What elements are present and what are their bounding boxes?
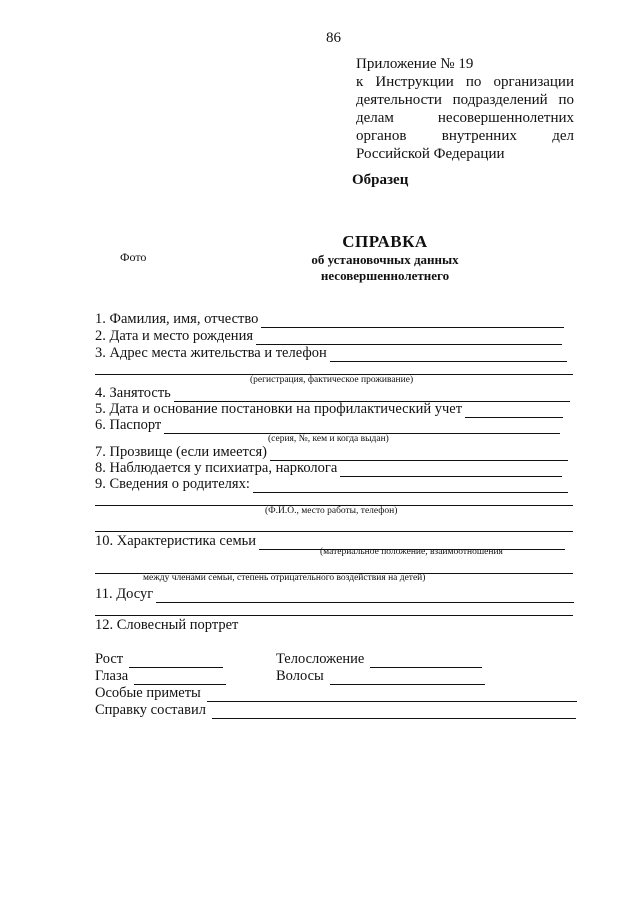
field-verbal-portrait: 12. Словесный портрет: [95, 617, 239, 633]
appendix-line: Приложение № 19: [356, 56, 474, 72]
appendix-line: органов внутренних дел: [356, 128, 574, 144]
field-registration: 5. Дата и основание постановки на профилактический учет: [95, 401, 563, 418]
address-line[interactable]: [330, 349, 567, 362]
field-family: 10. Характеристика семьи: [95, 533, 565, 550]
field-eyes: Глаза: [95, 668, 226, 685]
appendix-line: к Инструкции по организации: [356, 74, 574, 90]
appendix-line: деятельности подразделений по: [356, 92, 574, 108]
title-line: несовершеннолетнего: [320, 268, 450, 283]
field-nickname: 7. Прозвище (если имеется): [95, 444, 568, 461]
page-number: 86: [326, 30, 341, 46]
field-address: 3. Адрес места жительства и телефон: [95, 345, 567, 362]
field-leisure: 11. Досуг: [95, 586, 574, 603]
field-passport: 6. Паспорт: [95, 417, 560, 434]
leisure-line-2[interactable]: [95, 615, 573, 616]
field-marks: Особые приметы: [95, 685, 577, 702]
appendix-note: [356, 55, 574, 163]
full-name-line[interactable]: [261, 315, 564, 328]
appendix-line: делам несовершеннолетних: [356, 110, 574, 126]
field-medical: 8. Наблюдается у психиатра, нарколога: [95, 460, 562, 477]
address-hint: (регистрация, фактическое проживание): [250, 375, 414, 385]
appendix-line: Российской Федерации: [356, 146, 505, 162]
field-height: Рост: [95, 651, 223, 668]
field-parents: 9. Сведения о родителях:: [95, 476, 568, 493]
parents-hint: (Ф.И.О., место работы, телефон): [265, 506, 398, 516]
title-line: об установочных данных: [311, 252, 459, 267]
field-build: Телосложение: [276, 651, 482, 668]
title-main: СПРАВКА: [342, 232, 428, 251]
family-hint-2: между членами семьи, степень отрицательного воздействия на детей): [143, 573, 426, 583]
height-line[interactable]: [129, 655, 223, 668]
sample-label: Образец: [352, 172, 409, 188]
author-line[interactable]: [212, 706, 576, 719]
field-full-name: 1. Фамилия, имя, отчество: [95, 311, 564, 328]
photo-placeholder: Фото: [120, 250, 147, 264]
build-line[interactable]: [370, 655, 482, 668]
passport-line[interactable]: [164, 421, 560, 434]
marks-line[interactable]: [207, 689, 577, 702]
eyes-line[interactable]: [134, 672, 226, 685]
field-author: Справку составил: [95, 702, 576, 719]
family-hint-1: (материальное положение, взаимоотношения: [320, 547, 503, 557]
leisure-line[interactable]: [156, 590, 574, 603]
birth-line[interactable]: [256, 332, 562, 345]
hair-line[interactable]: [330, 672, 485, 685]
field-hair: Волосы: [276, 668, 485, 685]
field-occupation: 4. Занятость: [95, 385, 570, 402]
passport-hint: (серия, №, кем и когда выдан): [268, 434, 389, 444]
parents-line[interactable]: [253, 480, 568, 493]
field-birth: 2. Дата и место рождения: [95, 328, 562, 345]
parents-line-3[interactable]: [95, 531, 573, 532]
document-title: [300, 232, 470, 284]
